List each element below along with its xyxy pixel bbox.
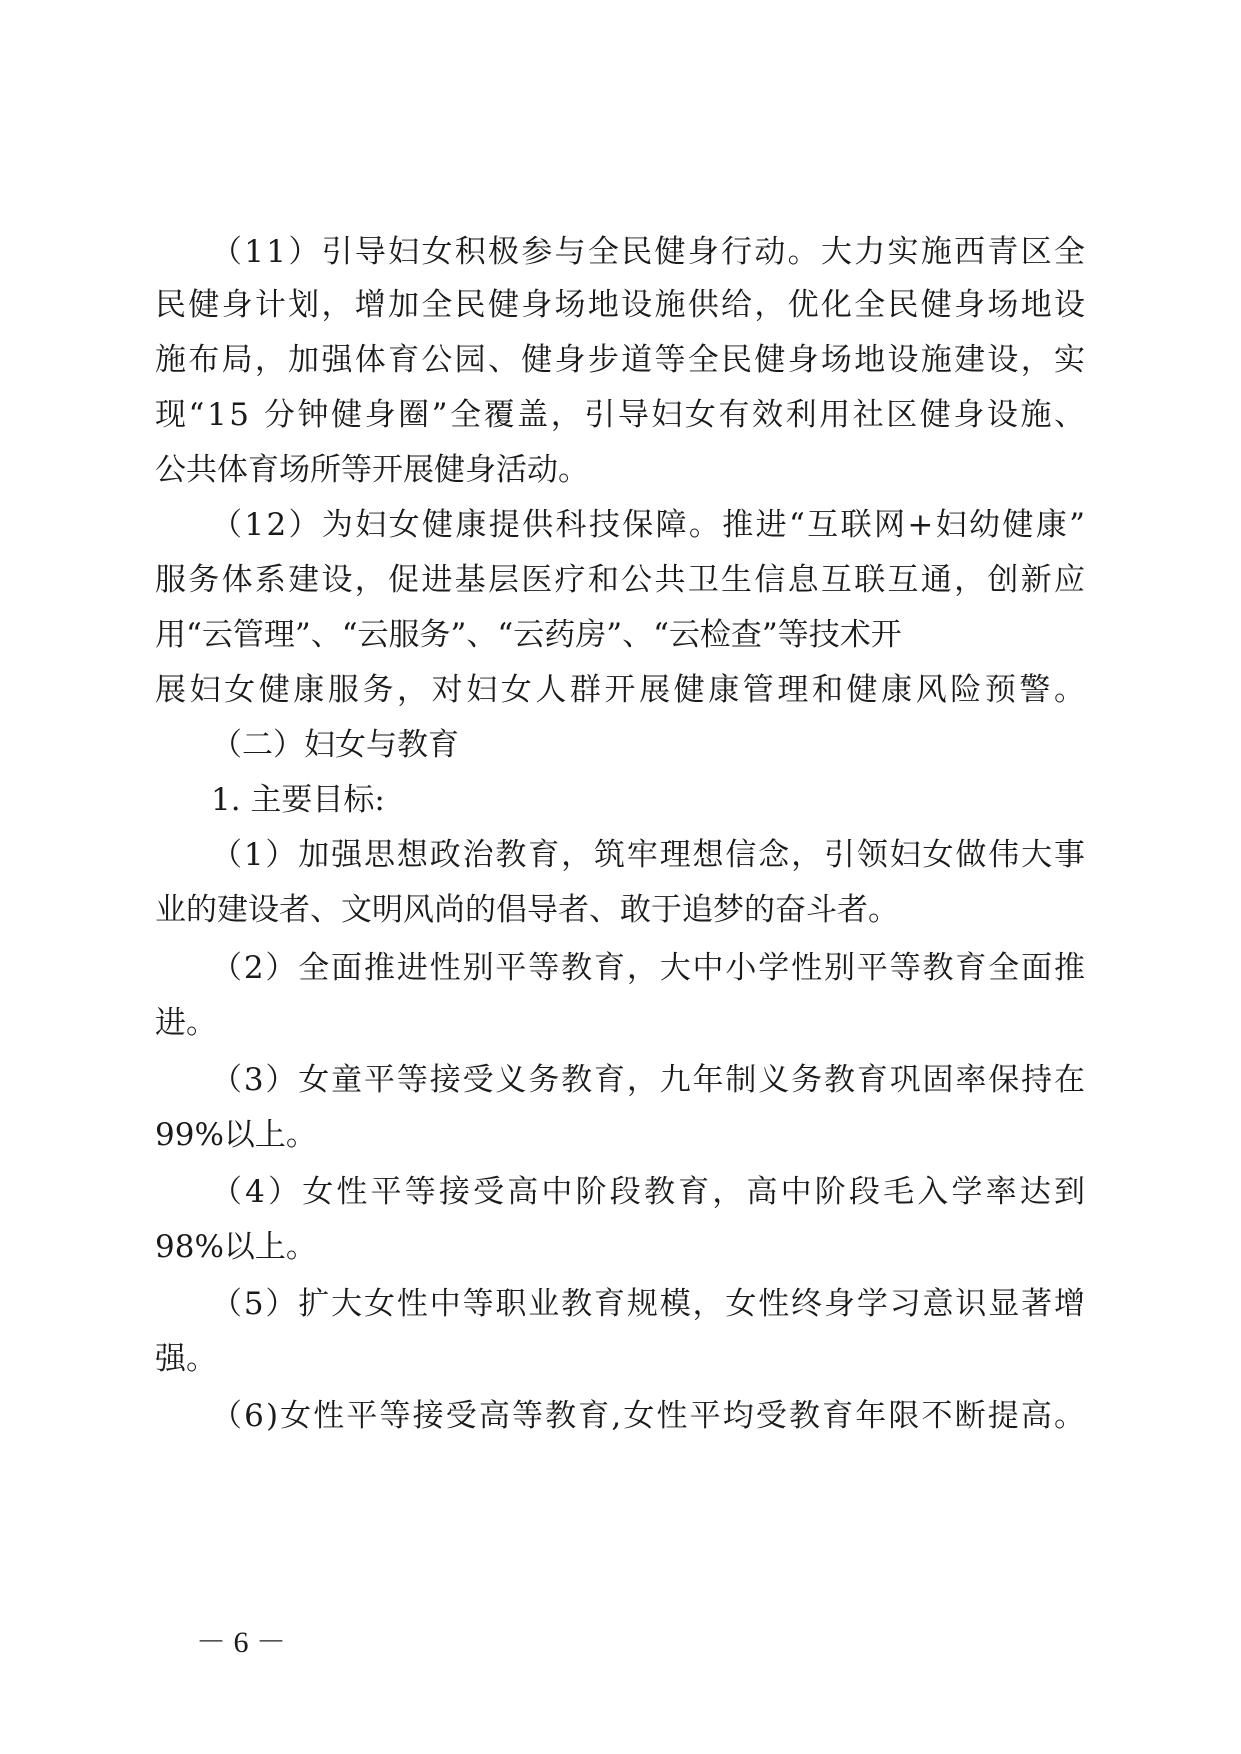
list-item-text: 99%以上。 <box>155 1117 317 1153</box>
paragraph-text: 民健身计划，增加全民健身场地设施供给，优化全民健身场地设 <box>155 287 1088 323</box>
paragraph-text: 施布局，加强体育公园、健身步道等全民健身场地设施建设，实 <box>155 342 1088 378</box>
list-item-text: （6)女性平等接受高等教育,女性平均受教育年限不断提高。 <box>211 1398 1088 1434</box>
list-item-text: 进。 <box>155 1005 217 1041</box>
list-item-text: 98%以上。 <box>155 1229 317 1265</box>
paragraph-text: 服务体系建设，促进基层医疗和公共卫生信息互联互通，创新应 <box>155 562 1088 598</box>
page-number: － 6 － <box>196 1626 286 1659</box>
paragraph-text: （12）为妇女健康提供科技保障。推进“互联网+妇幼健康” <box>211 507 1088 543</box>
list-item-text: （1）加强思想政治教育，筑牢理想信念，引领妇女做伟大事 <box>211 837 1087 873</box>
list-item-text: （3）女童平等接受义务教育，九年制义务教育巩固率保持在 <box>211 1062 1087 1098</box>
paragraph-text: 展妇女健康服务，对妇女人群开展健康管理和健康风险预警。 <box>155 672 1089 708</box>
subheading-text: 1. 主要目标: <box>211 782 385 818</box>
list-item-text: （2）全面推进性别平等教育，大中小学性别平等教育全面推 <box>211 950 1087 986</box>
paragraph-text: 现“15 分钟健身圈”全覆盖，引导妇女有效利用社区健身设施、 <box>155 397 1088 433</box>
list-item-text: 业的建设者、文明风尚的倡导者、敢于追梦的奋斗者。 <box>155 892 899 928</box>
paragraph-text: 公共体育场所等开展健身活动。 <box>155 452 589 488</box>
section-heading-text: （二）妇女与教育 <box>211 727 459 763</box>
list-item-text: （5）扩大女性中等职业教育规模，女性终身学习意识显著增 <box>211 1286 1087 1322</box>
paragraph-text: （11）引导妇女积极参与全民健身行动。大力实施西青区全 <box>211 234 1088 270</box>
list-item-text: （4）女性平等接受高中阶段教育，高中阶段毛入学率达到 <box>211 1174 1089 1210</box>
paragraph-text: 用“云管理”、“云服务”、“云药房”、“云检查”等技术开 <box>155 617 902 653</box>
list-item-text: 强。 <box>155 1341 217 1377</box>
